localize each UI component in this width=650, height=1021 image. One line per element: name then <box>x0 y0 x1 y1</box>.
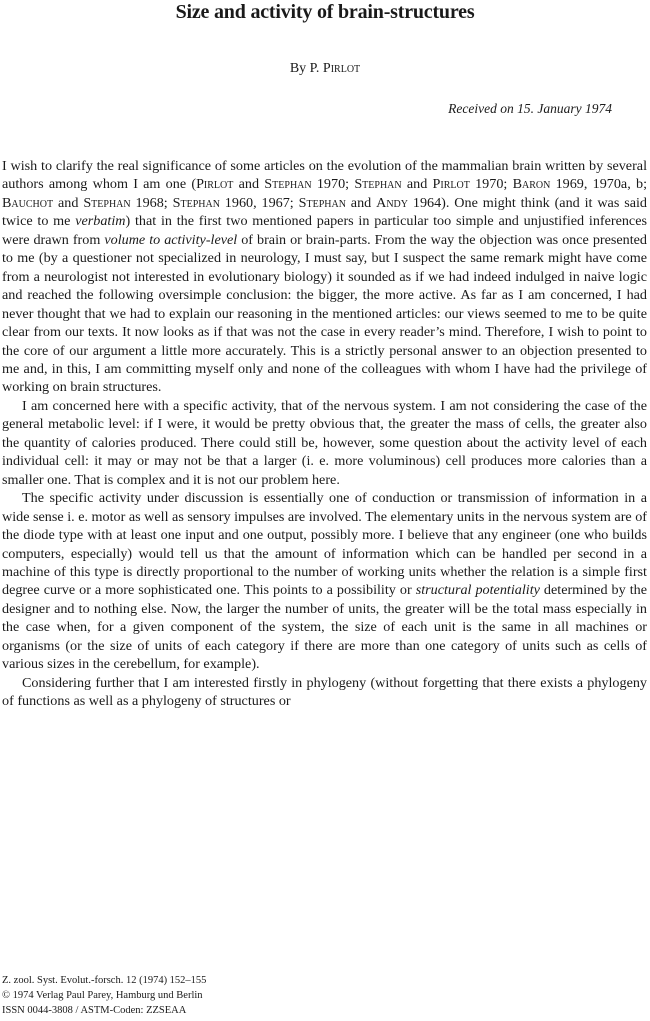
cited-author: Pirlot <box>432 176 470 193</box>
emphasis-text: verbatim <box>75 213 126 230</box>
cited-author: Stephan <box>354 176 402 193</box>
text-run: 1960, 1967; <box>219 194 299 211</box>
page-footer <box>2 973 206 1018</box>
cited-author: Stephan <box>298 194 346 211</box>
issn-line: ISSN 0044-3808 / ASTM-Coden: ZZSEAA <box>2 1005 187 1016</box>
emphasis-text: structural potentiality <box>415 582 540 599</box>
paragraph <box>2 674 647 711</box>
author-surname: Pirlot <box>322 61 361 76</box>
text-run: The specific activity under discussion is essentially one of conduction or transmission of information in a wide sense i. e. motor as well as sensory impulses are involved. The elementary units in the nervous system are of the diode type with at least one input and one output, possibly more. I believe that any engineer (one who builds computers, especially) would tell us that the amount of information which can be handled per second in a machine of this type is directly proportional to the number of working units whether the relation is a simple first degree curve or a more sophisticated one. This points to a possibility or <box>2 490 647 599</box>
article-body <box>2 157 647 711</box>
cited-author: Stephan <box>172 194 220 211</box>
text-run: 1969, 1970a, b; <box>550 176 647 193</box>
cited-author: Andy <box>376 194 409 211</box>
text-run: and <box>345 194 377 211</box>
cited-author: Stephan <box>83 194 131 211</box>
article-title: Size and activity of brain-structures <box>175 1 475 23</box>
author-prefix: By P. <box>289 61 320 76</box>
text-run: and <box>401 176 433 193</box>
paragraph <box>2 397 647 489</box>
text-run: I wish to clarify the real significance of some articles on the evolution of the mammalian brain written by several authors among whom I am one ( <box>2 158 647 193</box>
author-line <box>0 61 650 77</box>
text-run: and <box>53 194 84 211</box>
emphasis-text: volume to activity-level <box>104 231 238 248</box>
text-run: 1964). One might think (and it was said twice to me <box>2 194 648 230</box>
copyright-notice: © 1974 Verlag Paul Parey, Hamburg und Berlin <box>2 990 203 1001</box>
paragraph <box>2 157 647 397</box>
received-date: Received on 15. January 1974 <box>448 101 612 116</box>
text-run: ) that in the first two mentioned papers in particular too simple and unjustified inferences were drawn from <box>2 213 647 248</box>
text-run: 1970; <box>311 176 355 193</box>
text-run: and <box>233 176 265 193</box>
cited-author: Baron <box>512 176 551 193</box>
cited-author: Bauchot <box>2 194 54 211</box>
text-run: 1968; <box>130 194 173 211</box>
text-run: Considering further that I am interested firstly in phylogeny (without forgetting that there exists a phylogeny of functions as well as a phylogeny of structures or <box>2 674 647 710</box>
text-run: determined by the designer and to nothing else. Now, the larger the number of units, the greater will be the total mass especially in the case when, for a given component of the system, the size of each unit is the same in all machines or organisms (or the size of units of each category if there are more than one category of units such as cells of various sizes in the cerebellum, for example). <box>2 582 647 673</box>
cited-author: Stephan <box>264 176 312 193</box>
text-run: I am concerned here with a specific activity, that of the nervous system. I am not considering the case of the general metabolic level: if I were, it would be pretty obvious that, the greater the mass of cells, the greater also the quantity of calories produced. There could still be, however, some question about the activity level of each individual cell: it may or may not be that a larger (i. e. more voluminous) cell produces more calories than a smaller one. That is complex and it is not our problem here. <box>2 397 647 488</box>
journal-citation: Z. zool. Syst. Evolut.-forsch. 12 (1974) 152–155 <box>2 975 207 986</box>
text-run: of brain or brain-parts. From the way the objection was once presented to me (by a questioner not specialized in neurology, I must say, but I suspect the same remark might have come from a neurologist not interested in evolutionary biology) it sounded as if we had indeed indulged in naive logic and reached the following oversimple conclusion: the bigger, the more active. As far as I am concerned, I had never thought that we had to explain our reasoning in the mentioned articles: our views seemed to me to be quite clear from our texts. It now looks as if that was not the case in every reader’s mind. Therefore, I wish to point to the core of our argument a little more accurately. This is a strictly personal answer to an objection presented to me and, in this, I am committing myself only and none of the colleagues with whom I have had the privilege of working on brain structures. <box>2 231 648 396</box>
cited-author: Pirlot <box>196 176 234 193</box>
text-run: 1970; <box>469 176 513 193</box>
paragraph <box>2 489 647 674</box>
